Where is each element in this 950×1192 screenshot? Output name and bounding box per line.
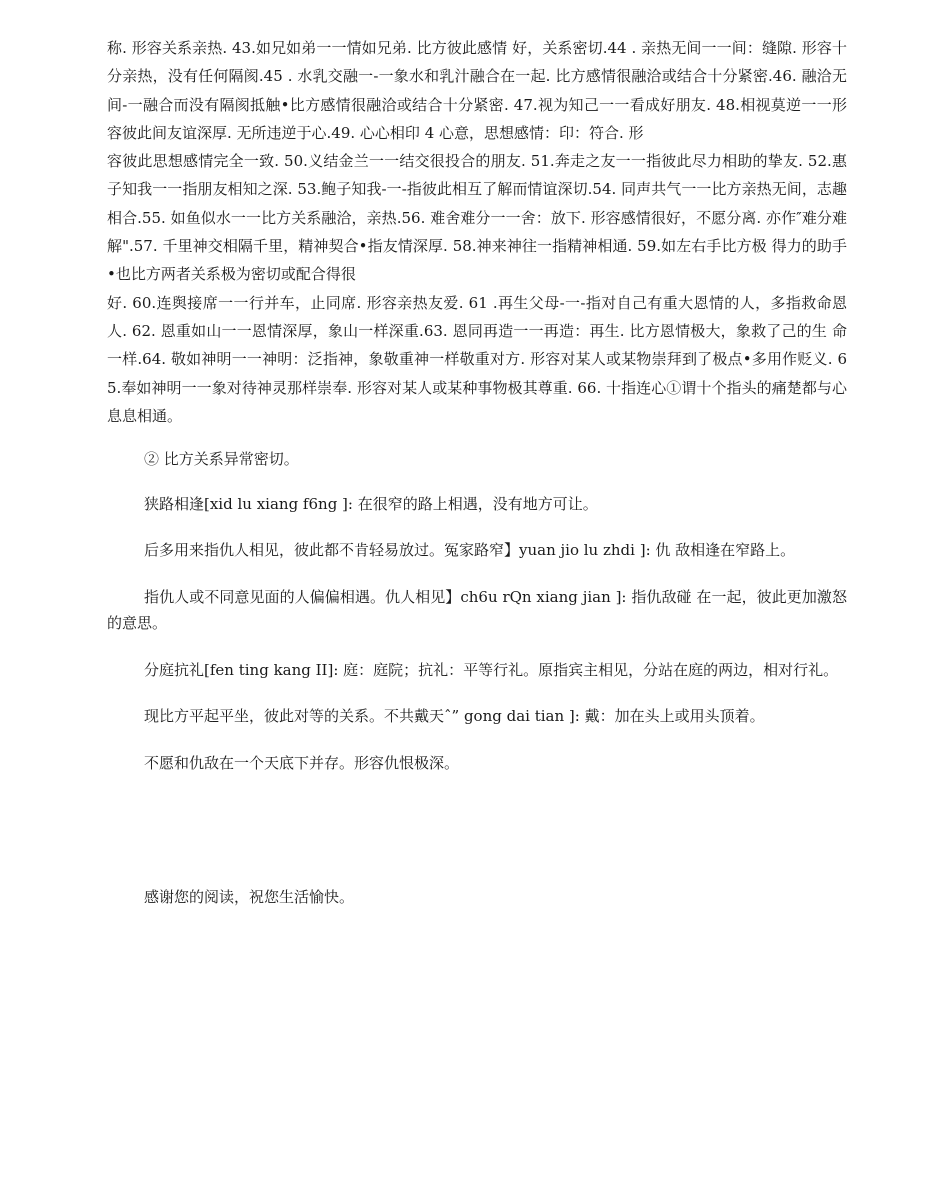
paragraph-idioms-60-66: 好. 60.连舆接席一一行并车，止同席. 形容亲热友爱. 61 .再生父母-一-指对自己有重大恩情的人，多指救命恩人. 62. 恩重如山一一恩情深厚，象山一样深重.63. 恩同再造一一再造：再生. 比方恩情极大，象救了己的生 命一样.64. 敬如神明一一神明：泛指神，象敬重神一样敬重对方. 形容对某人或某物崇拜到了极点•多用作贬义. 65.奉如神明一一象对待神灵那样崇奉. 形容对某人或某种事物极其尊重. 66. 十指连心①谓十个指头的痛楚都与心息息相通。: [107, 293, 847, 425]
document-page: [107, 34, 847, 911]
paragraph-close-relationship: ② 比方关系异常密切。: [144, 450, 299, 469]
paragraph-enemies-meet: 指仇人或不同意见面的人偏偏相遇。仇人相见】ch6u rQn xiang jian ]: 指仇敌碰 在一起，彼此更加激怒的意思。: [107, 587, 847, 633]
paragraph-enemies-narrow-road: 后多用来指仇人相见，彼此都不肯轻易放过。冤家路窄】yuan jio lu zhdi ]: 仇 敌相逢在窄路上。: [144, 541, 796, 560]
paragraph-idioms-43-49: 称. 形容关系亲热. 43.如兄如弟一一情如兄弟. 比方彼此感情 好，关系密切.44 . 亲热无间一一间：缝隙. 形容十分亲热，没有任何隔阂.45 . 水乳交融一-一象水和乳汁融合在一起. 比方感情很融洽或结合十分紧密.46. 融洽无间-一融合而没有隔阂抵触•比方感情很融洽或结合十分紧密. 47.视为知己一一看成好朋友. 48.相视莫逆一一形容彼此间友谊深厚. 无所违逆于心.49. 心心相印 4 心意，思想感情：印：符合. 形: [107, 39, 847, 142]
paragraph-idioms-50-59: 容彼此思想感情完全一致. 50.义结金兰一一结交很投合的朋友. 51.奔走之友一一指彼此尽力相助的挚友. 52.惠子知我一一指朋友相知之深. 53.鲍子知我-一-指彼此相互了解而情谊深切.54. 同声共气一一比方亲热无间，志趣相合.55. 如鱼似水一一比方关系融洽，亲热.56. 难舍难分一一舍：放下. 形容感情很好，不愿分离. 亦作″难分难解".57. 千里神交相隔千里，精神契合•指友情深厚. 58.神来神往一指精神相通. 59.如左右手比方极 得力的助手•也比方两者关系极为密切或配合得很: [107, 152, 847, 284]
paragraph-not-share-sky: 现比方平起平坐，彼此对等的关系。不共戴天ˆ” gong dai tian ]: 戴：加在头上或用头顶着。: [144, 707, 765, 726]
closing-thanks: 感谢您的阅读，祝您生活愉快。: [144, 888, 355, 907]
paragraph-equal-courtesy: 分庭抗礼[fen ting kang II]: 庭：庭院；抗礼：平等行礼。原指宾主相见，分站在庭的两边，相对行礼。: [144, 660, 839, 679]
paragraph-narrow-road: 狭路相逢[xid lu xiang f6ng ]: 在很窄的路上相遇，没有地方可让。: [144, 494, 598, 513]
paragraph-deep-hatred: 不愿和仇敌在一个天底下并存。形容仇恨极深。: [144, 753, 460, 772]
